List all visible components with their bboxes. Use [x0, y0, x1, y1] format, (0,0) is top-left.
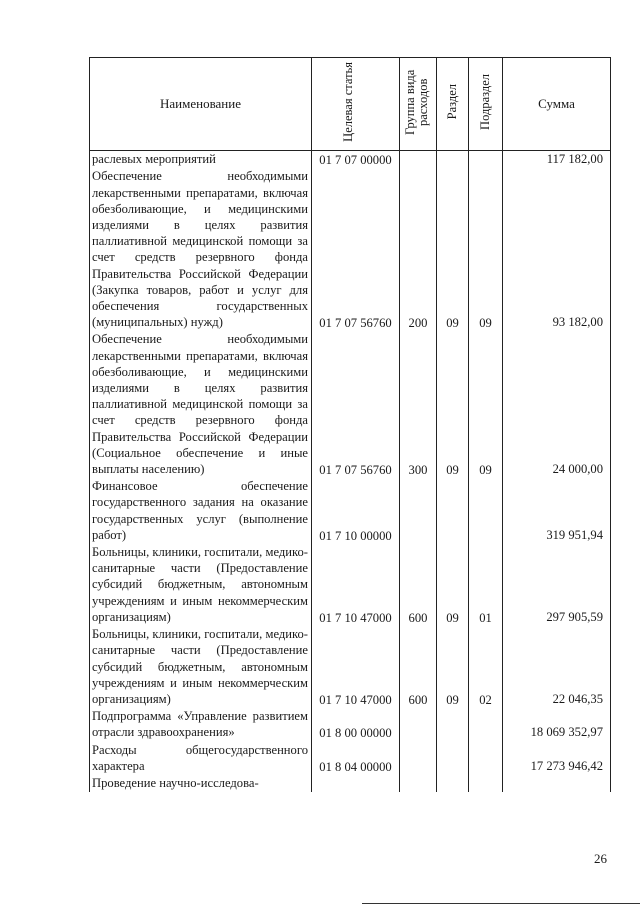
- row-name: Больницы, клиники, госпитали, медико-санитарные части (Предоставление субсидий бюджетным, автономным учреждениям и иным некоммерческим организациям): [90, 626, 312, 708]
- row-sum: 117 182,00: [503, 151, 611, 169]
- row-group: 600: [400, 544, 437, 626]
- row-sum: 319 951,94: [503, 478, 611, 544]
- row-section: 09: [437, 544, 469, 626]
- row-target: 01 7 10 47000: [312, 626, 400, 708]
- row-group: [400, 708, 437, 741]
- table-row: [90, 331, 611, 478]
- row-section: 09: [437, 168, 469, 331]
- row-section: 09: [437, 626, 469, 708]
- row-sum: 24 000,00: [503, 331, 611, 478]
- row-group: 200: [400, 168, 437, 331]
- row-section: [437, 775, 469, 792]
- row-name: Обеспечение необходимыми лекарственными препаратами, включая обезболивающие, и медицинскими изделиями в целях развития паллиативной медицинской помощи за счет средств резервного фонда Правительства Российской Федерации (Закупка товаров, работ и услуг для обеспечения государственных (муниципальных) нужд): [90, 168, 312, 331]
- header-name: Наименование: [90, 58, 312, 151]
- row-name: Обеспечение необходимыми лекарственными препаратами, включая обезболивающие, и медицинскими изделиями в целях развития паллиативной медицинской помощи за счет средств резервного фонда Правительства Российской Федерации (Социальное обеспечение и иные выплаты населению): [90, 331, 312, 478]
- row-group: [400, 775, 437, 792]
- row-name: Подпрограмма «Управление развитием отрасли здравоохранения»: [90, 708, 312, 741]
- row-name: раслевых мероприятий: [90, 151, 312, 169]
- row-section: [437, 478, 469, 544]
- table-row: [90, 478, 611, 544]
- row-section: [437, 708, 469, 741]
- table-row: [90, 168, 611, 331]
- row-subsection: [469, 742, 503, 775]
- row-sum: [503, 775, 611, 792]
- row-group: [400, 478, 437, 544]
- header-sum: Сумма: [503, 58, 611, 151]
- row-group: 600: [400, 626, 437, 708]
- row-target: 01 7 07 56760: [312, 168, 400, 331]
- row-group: 300: [400, 331, 437, 478]
- row-target: 01 8 00 00000: [312, 708, 400, 741]
- row-subsection: [469, 775, 503, 792]
- row-section: [437, 742, 469, 775]
- row-group: [400, 151, 437, 169]
- row-target: 01 7 10 47000: [312, 544, 400, 626]
- row-subsection: 09: [469, 168, 503, 331]
- row-section: 09: [437, 331, 469, 478]
- row-sum: 93 182,00: [503, 168, 611, 331]
- row-target: [312, 775, 400, 792]
- row-section: [437, 151, 469, 169]
- row-subsection: 02: [469, 626, 503, 708]
- row-subsection: 01: [469, 544, 503, 626]
- row-subsection: [469, 708, 503, 741]
- row-subsection: [469, 151, 503, 169]
- row-sum: 17 273 946,42: [503, 742, 611, 775]
- row-sum: 297 905,59: [503, 544, 611, 626]
- footer-rule: [362, 903, 640, 904]
- row-target: 01 8 04 00000: [312, 742, 400, 775]
- header-target-cell: [312, 58, 400, 151]
- table-row: [90, 151, 611, 169]
- budget-table: [89, 57, 611, 792]
- row-target: 01 7 07 56760: [312, 331, 400, 478]
- table-row: [90, 626, 611, 708]
- table-header-row: [90, 58, 611, 151]
- page-number: 26: [594, 851, 607, 866]
- row-name: Больницы, клиники, госпитали, медико-санитарные части (Предоставление субсидий бюджетным, автономным учреждениям и иным некоммерческим организациям): [90, 544, 312, 626]
- row-target: 01 7 07 00000: [312, 151, 400, 169]
- row-sum: 18 069 352,97: [503, 708, 611, 741]
- row-name: Финансовое обеспечение государственного задания на оказание государственных услуг (выполнение работ): [90, 478, 312, 544]
- header-group-cell: [400, 58, 437, 151]
- row-name: Расходы общегосударственного характера: [90, 742, 312, 775]
- header-subsection-cell: [469, 58, 503, 151]
- table-row: [90, 742, 611, 775]
- row-name: Проведение научно-исследова-: [90, 775, 312, 792]
- row-subsection: 09: [469, 331, 503, 478]
- row-sum: 22 046,35: [503, 626, 611, 708]
- header-section: Раздел: [445, 84, 459, 120]
- table-row: [90, 708, 611, 741]
- row-target: 01 7 10 00000: [312, 478, 400, 544]
- header-section-cell: [437, 58, 469, 151]
- header-target: Целевая статья: [340, 62, 355, 142]
- header-subsection: Подраздел: [478, 74, 492, 130]
- row-group: [400, 742, 437, 775]
- row-subsection: [469, 478, 503, 544]
- header-group: Группа вида расходов: [403, 69, 430, 135]
- table-row: [90, 544, 611, 626]
- table-row: [90, 775, 611, 792]
